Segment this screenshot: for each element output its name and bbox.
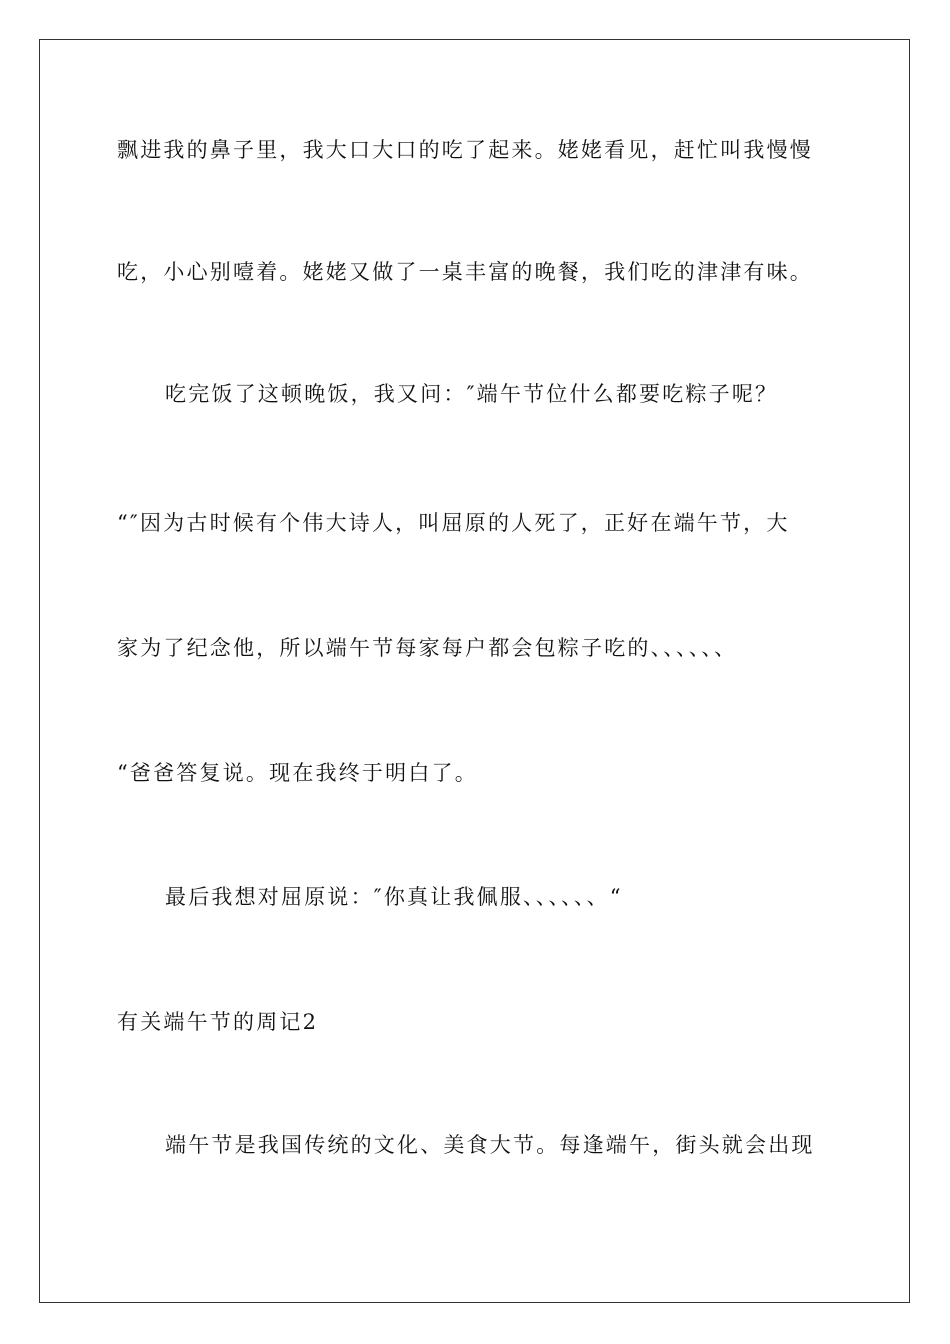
page-border xyxy=(39,39,910,1303)
text-line: 家为了纪念他，所以端午节每家每户都会包粽子吃的、、、、、、 xyxy=(117,636,738,660)
section-heading: 有关端午节的周记2 xyxy=(117,1010,319,1034)
text-line: “″因为古时候有个伟大诗人，叫屈原的人死了，正好在端午节，大 xyxy=(117,511,790,535)
text-line: 飘进我的鼻子里，我大口大口的吃了起来。姥姥看见，赶忙叫我慢慢 xyxy=(117,138,813,162)
text-line: “爸爸答复说。现在我终于明白了。 xyxy=(117,761,478,785)
text-line: 最后我想对屈原说：″你真让我佩服、、、、、、“ xyxy=(165,885,623,909)
text-line: 吃完饭了这顿晚饭，我又问：″端午节位什么都要吃粽子呢？ xyxy=(165,382,779,406)
text-line: 端午节是我国传统的文化、美食大节。每逢端午，街头就会出现 xyxy=(165,1133,815,1157)
text-line: 吃，小心别噎着。姥姥又做了一桌丰富的晚餐，我们吃的津津有味。 xyxy=(117,260,813,284)
